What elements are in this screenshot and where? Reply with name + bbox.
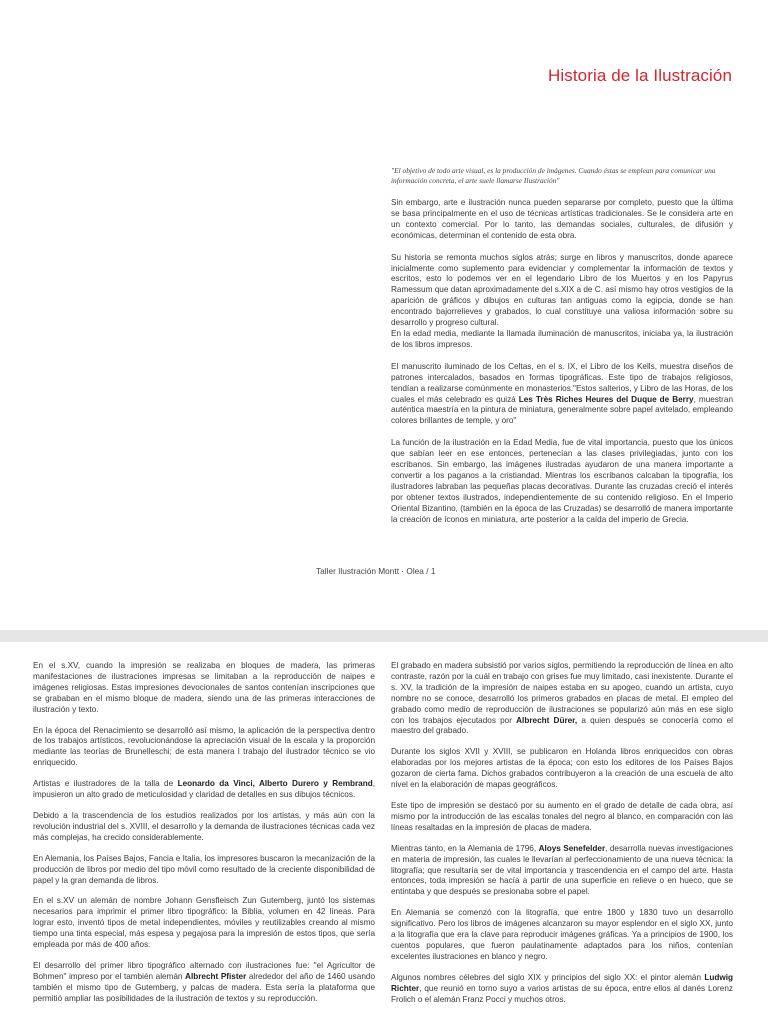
text-run: , desarrolla nuevas investigaciones en materia de impresión, las cuales le llevarían al perfeccionamiento de una nueva técnica: la litografía; que resultaría ser de vital importancia y trascendencia en el campo del arte. Hasta entonces, toda impresión se hacía a partir de una superficie en relieve o en hueco, que se entintaba y que después se presionaba sobre el papel. bbox=[391, 843, 734, 897]
text-run: , impusieron un alto grado de meticulosidad y claridad de detalles en sus dibujos técnicos. bbox=[33, 779, 376, 800]
bold-text: Aloys Senefelder bbox=[538, 843, 606, 853]
text-run: , muestran auténtica maestría en la pintura de miniatura, generalmente sobre papel avitelado, empleando colores brillantes de temple, y oro" bbox=[391, 394, 734, 426]
text-run: alrededor del año de 1460 usando también el mismo tipo de Gutemberg, y palcas de madera. Esta sería la plataforma que permitió ampliar las posibilidades de la ilustración de textos y su reproducción. bbox=[33, 971, 375, 1003]
text-run: a quien después se conocería como el maestro del grabado. bbox=[391, 715, 734, 736]
bold-text: Les Très Riches Heures del Duque de Berry bbox=[518, 394, 694, 404]
paragraph bbox=[391, 661, 733, 737]
paragraph: Debido a la trascendencia de los estudios realizados por los artistas, y más aún con la revolución industrial del s. XVIII, el desarrollo y la demanda de ilustraciones técnicas cada vez más complejas, ha crecido considerablemente. bbox=[33, 810, 375, 842]
page-title: Historia de la Ilustración bbox=[547, 66, 732, 85]
paragraph: La función de la ilustración en la Edad Media, fue de vital importancia, puesto que los únicos que sabían leer en ese entonces, pertenecían a las clases privilegiadas, junto con los escribanos. Sin embargo, las imágenes ilustradas ayudaron de una manera importante a convertir a los paganos a la cristiandad. Mientras los escribanos calcaban la tipografía, los ilustradores labraban las pequeñas placas decorativas. Durante las cruzadas creció el interés por obtener textos ilustrados, independientemente de su contenido religioso. En el Imperio Oriental Bizantino, (también en la época de las Cruzadas) se desarrolló de manera importante la creación de íconos en miniatura, arte posterior a la caída del imperio de Grecia. bbox=[391, 438, 733, 524]
paragraph: En el s.XV un alemán de nombre Johann Gensfleisch Zun Gutemberg, juntó los sistemas necesarios para imprimir el primer libro tipográfico: la Biblia, volumen en 42 líneas. Para lograr esto, inventó tipos de metal independientes, móviles y reutilizables creando al mismo tiempo una tinta especial, más espesa y pegajosa para la impresión de estos tipos, que sería empleada por más de 400 años. bbox=[33, 896, 375, 950]
paragraph: En Alemania se comenzó con la litografía, que entre 1800 y 1830 tuvo un desarrollo significativo. Pero los libros de imágenes alcanzaron su mayor esplendor en el siglo XX, junto a la litografía que era la clave para reproducir imágenes gráficas. Ya a principios de 1900, los cuentos populares, que fueron paulatinamente adaptados para los niños, contenían excelentes ilustraciones en blanco y negro. bbox=[391, 908, 733, 961]
left-text-column bbox=[33, 661, 375, 1015]
paragraph bbox=[391, 844, 733, 899]
paragraph: Sin embargo, arte e ilustración nunca pueden separarse por completo, puesto que la última se basa principalmente en el uso de técnicas artísticas tradicionales. Se le considera arte en un contexto comercial. Por lo tanto, las demandas sociales, culturales, de difusión y económicas, determinan el contenido de esta obra. bbox=[391, 198, 733, 240]
text-run: El manuscrito iluminado de los Celtas, en el s. IX, el Libro de los Kells, muestra diseños de patrones intercalados, basados en formas tipográficas. Este tipo de trabajos religiosos, tendían a realizarse comúnmente en monasterios."Estos salterios, y Libro de las Horas, de los cuales el más celebrado es quizá bbox=[391, 361, 733, 404]
bold-text: Ludwig Richter bbox=[391, 972, 733, 993]
epigraph-quote: "El objetivo de todo arte visual, es la producción de imágenes. Cuando éstas se emplean para comunicar una información concreta, el arte suele llamarse Ilustración" bbox=[391, 166, 716, 185]
text-run: El grabado en madera subsistió por varios siglos, permitiendo la reproducción de línea en alto contraste, razón por la cuál en trabajo con grises fue muy limitado, casi inexistente. Durante el s. XV, la tradición de la impresión de naipes estaba en su apogeo, cuando un artista, cuyo nombre no se conoce, desarrolló los primeros grabados en placas de metal. El empleo del grabado como medio de reproducción de ilustraciones se popularizó aún más en ese siglo con los trabajos ejecutados por bbox=[391, 661, 733, 725]
text-run: Mientras tanto, en la Alemania de 1796, bbox=[391, 843, 539, 853]
paragraph: Este tipo de impresión se destacó por su aumento en el grado de detalle de cada obra, así mismo por la introducción de las escalas tonales del negro al blanco, en comparación con las líneas resaltadas en la impresión de placas de madera. bbox=[391, 800, 733, 832]
paragraph: En Alemania, los Países Bajos, Fancia e Italia, los impresores buscaron la mecanización de la producción de libros por medio del tipo móvil como resultado de la creciente disponibilidad de papel y la gran demanda de libros. bbox=[33, 853, 375, 885]
paragraph bbox=[391, 973, 733, 1006]
paragraph: Durante los siglos XVII y XVIII, se publicaron en Holanda libros enriquecidos con obras elaboradas por los mejores artistas de la época; con esto los editores de los Países Bajos gozaron de cierta fama. Dichos grabados contribuyeron a la creación de una escuela de alto nivel en la elaboración de mapas geográficos. bbox=[391, 747, 733, 790]
paragraph: Su historia se remonta muchos siglos atrás; surge en libros y manuscritos, donde aparece inicialmente como suplemento para evidenciar y complementar la información de textos y escritos, esto lo podemos ver en el legendario Libro de los Muertos y en los Papyrus Ramessum que datan aproximadamente del s.XIX a de C. así mismo hay otros vestigios de la aparición de gráficos y dibujos en culturas tan antiguas como la egipcia, donde se han encontrado bajorrelieves y grabados, lo cual constituye una valiosa información sobre su desarrollo y progreso cultural. bbox=[391, 252, 733, 328]
text-run: Algunos nombres célebres del siglo XIX y principios del siglo XX: el pintor alemán bbox=[391, 972, 705, 982]
bold-text: Albrecht Dürer, bbox=[516, 715, 578, 725]
page-footer: Taller Ilustración Montt · Olea / 1 bbox=[316, 566, 436, 576]
paragraph bbox=[391, 362, 733, 427]
paragraph bbox=[33, 961, 375, 1005]
bold-text: Leonardo da Vinci, Alberto Durero y Rembrand bbox=[177, 779, 373, 789]
paragraph: En el s.XV, cuando la impresión se realizaba en bloques de madera, las primeras manifestaciones de ilustraciones impresas se limitaban a la reproducción de naipes e imágenes religiosas. Estas impresiones devocionales de santos contenían inscripciones que se grababan en el mismo bloque de madera, siendo una de las primeras interacciones de ilustración y texto. bbox=[33, 661, 375, 714]
page-separator bbox=[0, 630, 768, 642]
text-run: Artistas e ilustradores de la talla de bbox=[33, 779, 178, 789]
text-column bbox=[391, 166, 733, 536]
text-run: El desarrollo del primer libro tipográfico alternado con ilustraciones fue: "el Agricultor de Bohmen" impreso por el también alemán bbox=[33, 960, 375, 981]
paragraph: En la época del Renacimiento se desarrolló así mismo, la aplicación de la perspectiva dentro de los trabajos artísticos, revolucionándose la apreciación visual de la escala y la proporción mediante las teorías de Brunelleschi; de esta manera l trabajo del ilustrador técnico se vio enriquecido. bbox=[33, 725, 375, 768]
text-run: , que reunió en torno suyo a varios artistas de su época, entre ellos al danés Lorenz Frolich o el alemán Franz Pocci y muchos otros. bbox=[391, 983, 733, 1004]
paragraph: En la edad media, mediante la llamada iluminación de manuscritos, iniciaba ya, la ilustración de los libros impresos. bbox=[391, 328, 733, 349]
right-text-column bbox=[391, 661, 733, 1015]
paragraph bbox=[33, 779, 375, 801]
bold-text: Albrecht Pfister bbox=[185, 971, 247, 981]
